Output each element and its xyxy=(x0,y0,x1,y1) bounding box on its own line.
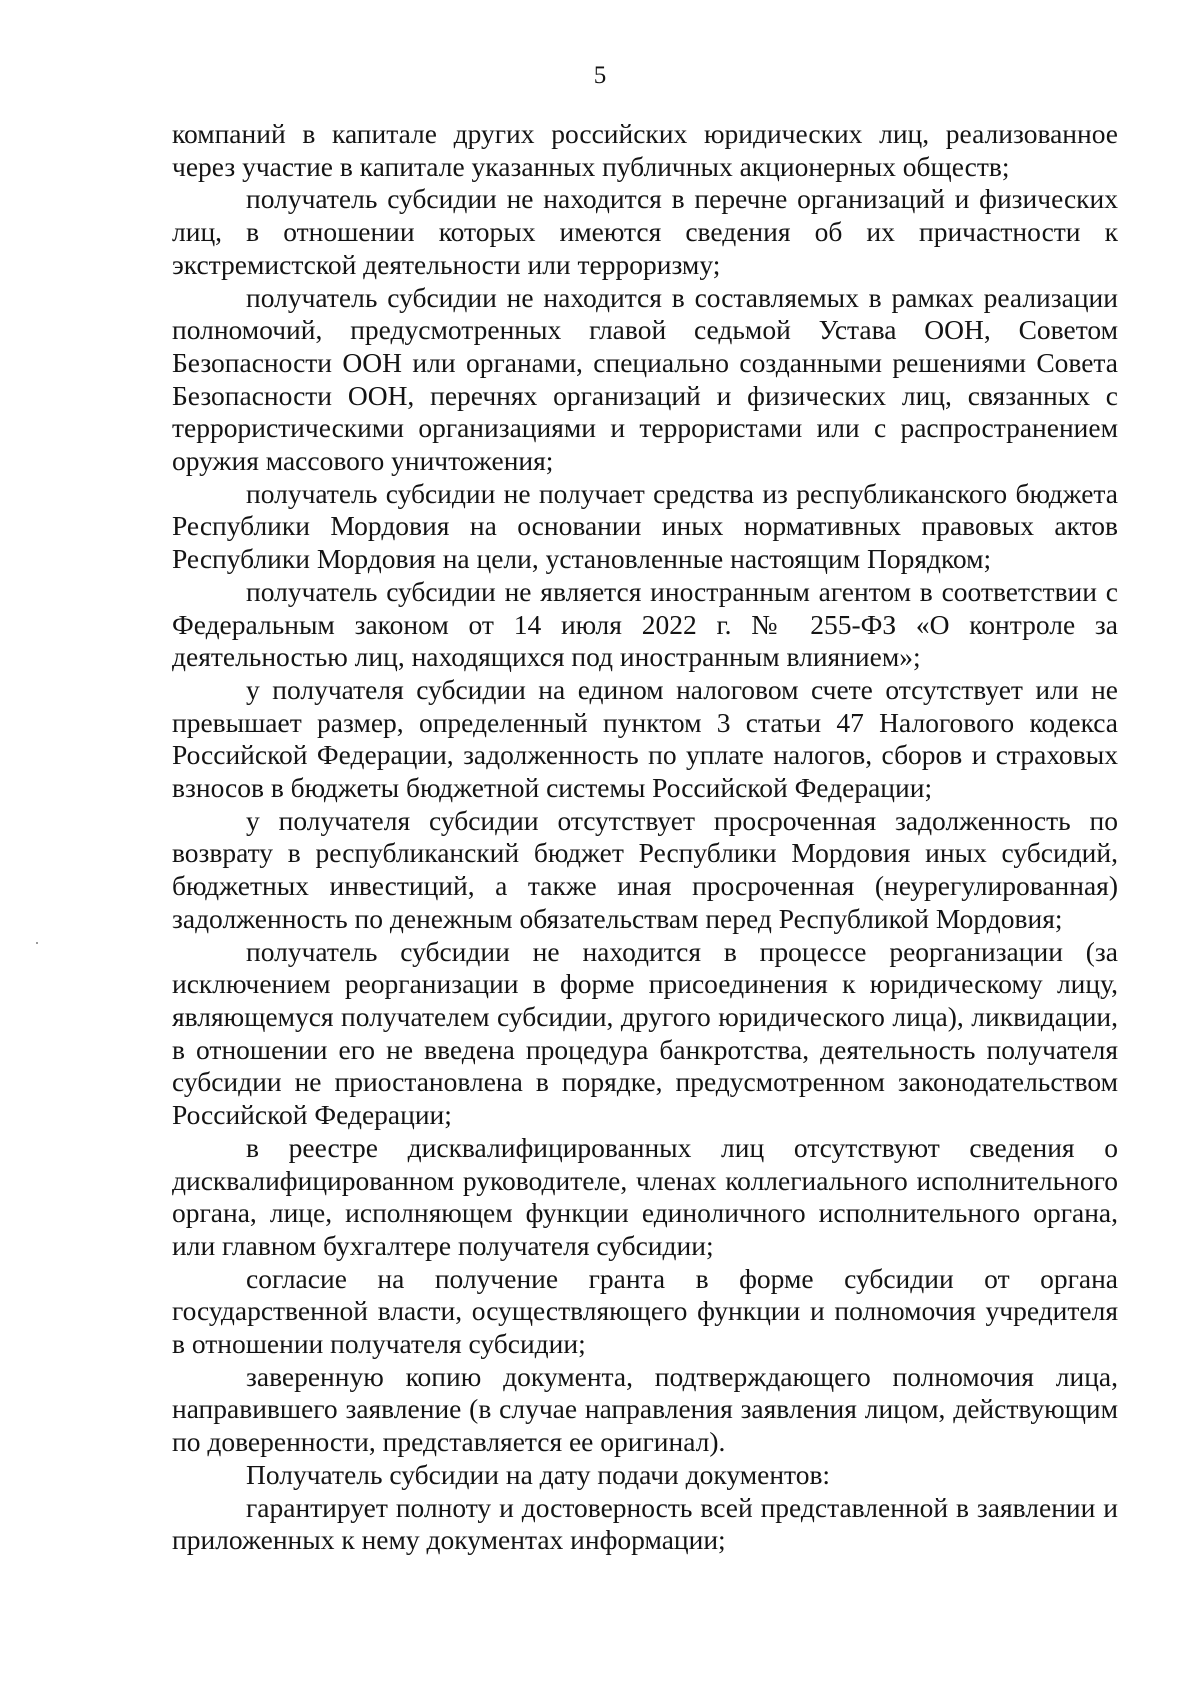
paragraph-tax-debt: у получателя субсидии на едином налоговом счете отсутствует или не превышает размер, определенный пунктом 3 статьи 47 Налогового кодекса Российской Федерации, задолженность по уплате налогов, сборов и страховых взносов в бюджеты бюджетной системы Российской Федерации; xyxy=(172,673,1118,804)
paragraph-founder-consent: согласие на получение гранта в форме субсидии от органа государственной власти, осуществляющего функции и полномочия учредителя в отношении получателя субсидии; xyxy=(172,1262,1118,1360)
paragraph-un-sanctions-list: получатель субсидии не находится в составляемых в рамках реализации полномочий, предусмотренных главой седьмой Устава ООН, Советом Безопасности ООН или органами, специально созданными решениями Совета Безопасности ООН, перечнях организаций и физических лиц, связанных с террористическими организациями и террористами или с распространением оружия массового уничтожения; xyxy=(172,281,1118,477)
paragraph-power-of-attorney: заверенную копию документа, подтверждающего полномочия лица, направившего заявление (в случае направления заявления лицом, действующим по доверенности, представляется ее оригинал). xyxy=(172,1360,1118,1458)
paragraph-guarantee: гарантирует полноту и достоверность всей представленной в заявлении и приложенных к нему документах информации; xyxy=(172,1491,1118,1556)
paragraph-no-other-budget-funds: получатель субсидии не получает средства из республиканского бюджета Республики Мордовия на основании иных нормативных правовых актов Республики Мордовия на цели, установленные настоящим Порядком; xyxy=(172,477,1118,575)
paragraph-disqualified-persons: в реестре дисквалифицированных лиц отсутствуют сведения о дисквалифицированном руководителе, членах коллегиального исполнительного органа, лице, исполняющем функции единоличного исполнительного органа, или главном бухгалтере получателя субсидии; xyxy=(172,1131,1118,1261)
paragraph-recipient-heading: Получатель субсидии на дату подачи документов: xyxy=(246,1458,831,1490)
scan-speck xyxy=(36,942,38,944)
paragraph-reorganization: получатель субсидии не находится в процессе реорганизации (за исключением реорганизации в форме присоединения к юридическому лицу, являющемуся получателем субсидии, другого юридического лица), ликвидации, в отношении его не введена процедура банкротства, деятельность получателя субсидии не приостановлена в порядке, предусмотренном законодательством Российской Федерации; xyxy=(172,935,1118,1131)
paragraph-overdue-debt: у получателя субсидии отсутствует просроченная задолженность по возврату в республиканский бюджет Республики Мордовия иных субсидий, бюджетных инвестиций, а также иная просроченная (неурегулированная) задолженность по денежным обязательствам перед Республикой Мордовия; xyxy=(172,804,1118,934)
document-body xyxy=(172,118,1118,1557)
paragraph-foreign-agent: получатель субсидии не является иностранным агентом в соответствии с Федеральным законом от 14 июля 2022 г. № 255-ФЗ «О контроле за деятельностью лиц, находящихся под иностранным влиянием»; xyxy=(172,575,1118,673)
paragraph-extremism-list: получатель субсидии не находится в перечне организаций и физических лиц, в отношении которых имеются сведения об их причастности к экстремистской деятельности или терроризму; xyxy=(172,183,1118,280)
page-number: 5 xyxy=(593,62,607,89)
paragraph-continuation: компаний в капитале других российских юридических лиц, реализованное через участие в капитале указанных публичных акционерных обществ; xyxy=(172,118,1118,182)
